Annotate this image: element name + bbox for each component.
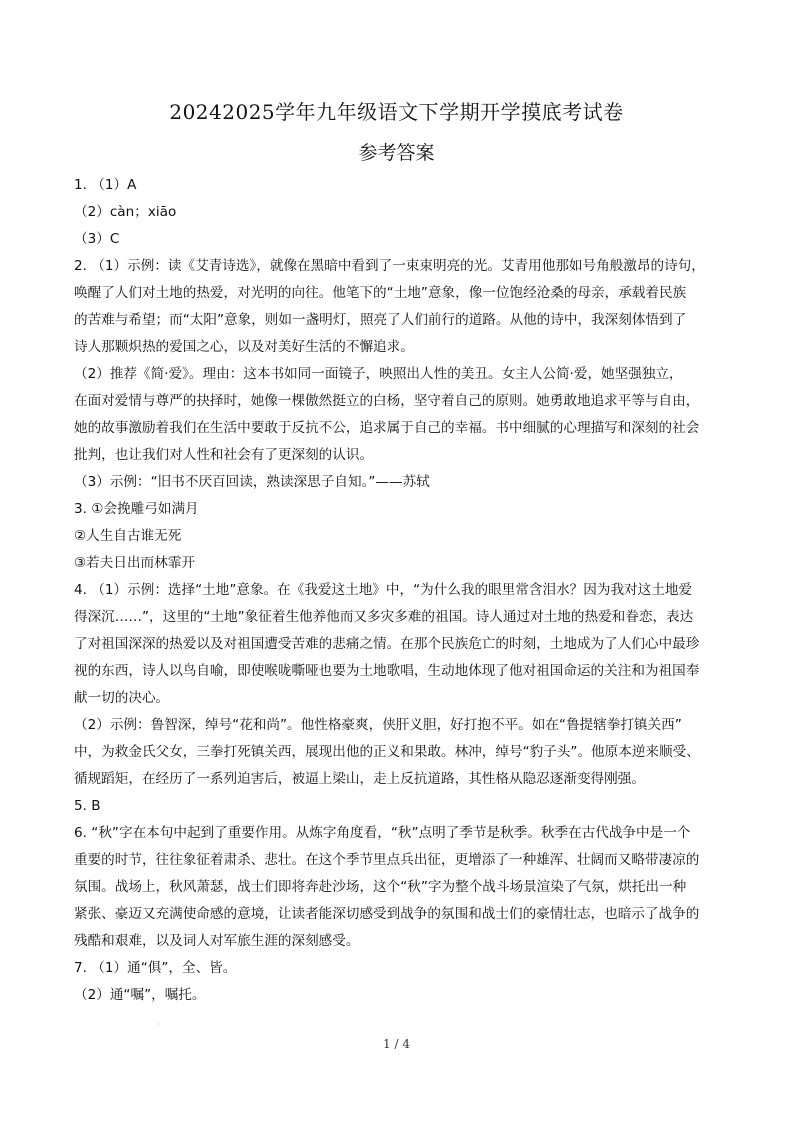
text-line: ②人生自古谁无死 — [74, 528, 182, 544]
text-line: 了对祖国深深的热爱以及对祖国遭受苦难的悲痛之情。在那个民族危亡的时刻，土地成为了人们心中最珍 — [74, 636, 700, 652]
text-line: 5. B — [74, 798, 101, 814]
text-line: （2）càn；xiāo — [74, 204, 177, 220]
text-line: 2. （1）示例：读《艾青诗选》，就像在黑暗中看到了一束束明亮的光。艾青用他那如号角般激昂的诗句， — [74, 258, 705, 274]
text-line: 批判，也让我们对人性和社会有了更深刻的认识。 — [74, 447, 374, 463]
text-line: 视的东西，诗人以鸟自喻，即使喉咙嘶哑也要为土地歌唱，生动地体现了他对祖国命运的关注和为祖国奉 — [74, 663, 700, 679]
text-line: 在面对爱情与尊严的抉择时，她像一棵傲然挺立的白杨，坚守着自己的原则。她勇敢地追求平等与自由， — [74, 393, 700, 409]
answer-content — [74, 172, 724, 1009]
text-line: 得深沉……”，这里的“土地”象征着生他养他而又多灾多难的祖国。诗人通过对土地的热爱和眷恋，表达 — [74, 609, 694, 625]
text-line: 献一切的决心。 — [74, 690, 170, 706]
text-line: 3. ①会挽雕弓如满月 — [74, 501, 199, 517]
page-number: 1 / 4 — [383, 1037, 410, 1051]
text-line: （2）示例：鲁智深，绰号“花和尚”。他性格豪爽，侠肝义胆，好打抱不平。如在“鲁提辖拳打镇关西” — [74, 717, 682, 733]
text-line: （2）推荐《简·爱》。理由：这本书如同一面镜子，映照出人性的美丑。女主人公简·爱，她坚强独立， — [74, 366, 683, 382]
text-line: 6. “秋”字在本句中起到了重要作用。从炼字角度看，“秋”点明了季节是秋季。秋季在古代战争中是一个 — [74, 825, 691, 841]
text-line: 1. （1）A — [74, 177, 137, 193]
text-line: （3）C — [74, 231, 120, 247]
text-line: 诗人那颗炽热的爱国之心，以及对美好生活的不懈追求。 — [74, 339, 414, 355]
text-line: 残酷和艰难，以及词人对军旅生涯的深刻感受。 — [74, 933, 360, 949]
text-line: 中，为救金氏父女，三拳打死镇关西，展现出他的正义和果敢。林冲，绰号“豹子头”。他原本逆来顺受、 — [74, 744, 700, 760]
page-subtitle: 参考答案 — [358, 142, 435, 164]
text-line: 4. （1）示例：选择“土地”意象。在《我爱这土地》中，“为什么我的眼里常含泪水？因为我对这土地爱 — [74, 582, 693, 598]
text-line: （3）示例：“旧书不厌百回读，熟读深思子自知。”——苏轼 — [74, 474, 430, 490]
text-line: 氛围。战场上，秋风萧瑟，战士们即将奔赴沙场，这个“秋”字为整个战斗场景渲染了气氛，烘托出一种 — [74, 879, 687, 895]
text-line: 紧张、豪迈又充满使命感的意境，让读者能深切感受到战争的氛围和战士们的豪情壮志，也暗示了战争的 — [74, 906, 700, 922]
text-line: 重要的时节，往往象征着肃杀、悲壮。在这个季节里点兵出征，更增添了一种雄浑、壮阔而又略带凄凉的 — [74, 852, 700, 868]
page-title: 20242025学年九年级语文下学期开学摸底考试卷 — [169, 100, 624, 124]
text-line: 7. （1）通“俱”，全、皆。 — [74, 960, 237, 976]
text-line: 循规蹈矩，在经历了一系列迫害后，被逼上梁山，走上反抗道路，其性格从隐忍逐渐变得刚强。 — [74, 771, 645, 787]
text-line: 她的故事激励着我们在生活中要敢于反抗不公，追求属于自己的幸福。书中细腻的心理描写和深刻的社会 — [74, 420, 700, 436]
text-line: 唤醒了人们对土地的热爱，对光明的向往。他笔下的“土地”意象，像一位饱经沧桑的母亲，承载着民族 — [74, 285, 687, 301]
text-line: ③若夫日出而林霏开 — [74, 555, 195, 571]
text-line: （2）通“嘱”，嘱托。 — [74, 987, 206, 1003]
scan-speck: · — [157, 1020, 160, 1029]
text-line: 的苦难与希望；而“太阳”意象，则如一盏明灯，照亮了人们前行的道路。从他的诗中，我深刻体悟到了 — [74, 312, 687, 328]
